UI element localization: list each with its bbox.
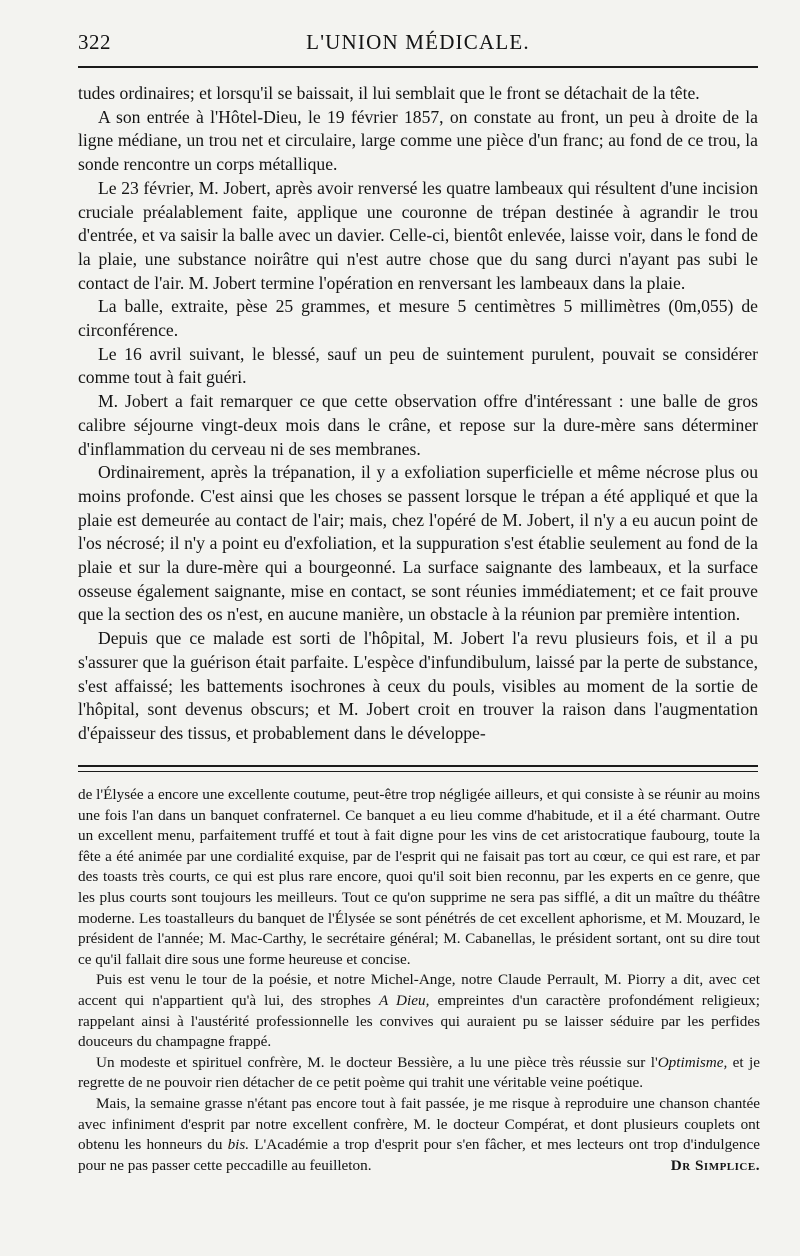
signature-name: Simplice. [694,1156,760,1174]
author-signature [653,1156,760,1177]
paragraph-3: Le 23 février, M. Jobert, après avoir renversé les quatre lambeaux qui résultent d'une incision cruciale préalablement faite, applique une couronne de trépan destinée à agrandir le trou d'entrée, et va saisir la balle avec un davier. Celle-ci, bientôt enlevée, laisse voir, dans le fond de la plaie, une substance noirâtre qui n'est autre chose que du sang durci n'ayant pas subi le contact de l'air. M. Jobert termine l'opération en renversant les lambeaux dans la plaie. [78,177,758,293]
paragraph-6: M. Jobert a fait remarquer ce que cette observation offre d'intéressant : une balle de gros calibre séjourne vingt-deux mois dans le crâne, et repose sur la dure-mère sans déterminer d'inflammation du cerveau ni de ses membranes. [78,391,758,459]
feuilleton-paragraph-3 [78,1053,760,1094]
page-header [78,28,758,60]
signature-title: Dr [670,1156,691,1174]
paragraph-8: Depuis que ce malade est sorti de l'hôpital, M. Jobert l'a revu plusieurs fois, et il a pu s'assurer que la guérison était parfaite. L'espèce d'infundibulum, laissé par la perte de substance, s'est affaissé; les battements isochrones à ceux du pouls, visibles au moment de la sortie de l'hôpital, sont devenus obscurs; et M. Jobert croit en trouver la raison dans l'augmentation d'épaisseur des tissus, et probablement dans le développe- [78,628,758,743]
feuilleton-italic: A Dieu, [379,991,430,1009]
paragraph-7: Ordinairement, après la trépanation, il y a exfoliation superficielle et même nécrose plus ou moins profonde. C'est ainsi que les choses se passent lorsque le trépan a été appliqué et que la plaie est demeurée au contact de l'air; mais, chez l'opéré de M. Jobert, il n'y a eu aucun point de l'os nécrosé; il n'y a point eu d'exfoliation, et la suppuration s'est établie seulement au fond de la plaie et sur la dure-mère qui a bourgeonné. La surface saignante des lambeaux, et la surface osseuse également saignante, mise en contact, se sont réunies immédiatement; et ce fait prouve que la section des os n'est, en aucune manière, un obstacle à la réunion par première intention. [78,462,758,625]
feuilleton-section [78,785,760,1176]
feuilleton-paragraph-1: de l'Élysée a encore une excellente coutume, peut-être trop négligée ailleurs, et qui consiste à se réunir au moins une fois l'an dans un banquet confraternel. Ce banquet a eu lieu comme d'habitude, et il a été charmant. Outre un excellent menu, parfaitement truffé et tout à fait digne pour les vins de cet aristocratique faubourg, toute la fête a été animée par une cordialité exquise, par de l'esprit qui ne faisait pas tort au cœur, ce qui est rare, et par des toasts très courts, ce qui est plus rare encore, quoi qu'il soit bien reconnu, par les experts en ce genre, que les plus courts sont toujours les meilleurs. Tout ce qu'on supprime ne sera pas sifflé, a dit un maître du théâtre moderne. Les toastalleurs du banquet de l'Élysée se sont pénétrés de cet excellent aphorisme, et M. Mouzard, le président de l'année; M. Mac-Carthy, le secrétaire général; M. Cabanellas, le président sortant, ont su dire tout ce qu'il fallait dire sous une forme heureuse et concise. [78,786,760,968]
feuilleton-text: empreintes d'un caractère profondément religieux; rappelant ainsi à l'austérité professionnelle les convives qui auraient pu se laisser séduire par les perfides douceurs du champagne frappé. [78,991,760,1051]
paragraph-5: Le 16 avril suivant, le blessé, sauf un peu de suintement purulent, pouvait se considérer comme tout à fait guéri. [78,343,758,388]
feuilleton-text: L'Académie a trop d'esprit pour s'en fâcher, et mes lecteurs ont trop d'indulgence pour ne pas passer cette peccadille au feuilleton. [78,1136,760,1174]
feuilleton-text: Mais, la semaine grasse n'étant pas encore tout à fait passée, je me risque à reproduire une chanson chantée avec infiniment d'esprit par notre excellent confrère, M. le docteur Compérat, et dont plusieurs couplets ont obtenu les honneurs du [78,1094,760,1154]
page-number: 322 [78,30,111,54]
feuilleton-italic: Optimisme, [657,1053,728,1071]
header-rule [78,66,758,68]
feuilleton-separator [78,765,758,772]
feuilleton-text: et je regrette de ne pouvoir rien détacher de ce petit poème qui trahit une véritable veine poétique. [78,1053,760,1092]
feuilleton-paragraph-2 [78,970,760,1052]
paragraph-1: tudes ordinaires; et lorsqu'il se baissait, il lui semblait que le front se détachait de la tête. [78,83,700,103]
paragraph-2: A son entrée à l'Hôtel-Dieu, le 19 février 1857, on constate au front, un peu à droite de la ligne médiane, un trou net et circulaire, large comme une pièce d'un franc; au fond de ce trou, la sonde rencontre un corps métallique. [78,106,758,175]
feuilleton-paragraph-4 [78,1094,760,1176]
feuilleton-italic: bis. [227,1136,250,1154]
article-body [78,82,758,746]
paragraph-4: La balle, extraite, pèse 25 grammes, et mesure 5 centimètres 5 millimètres (0m,055) de circonférence. [78,296,758,341]
running-title: L'UNION MÉDICALE. [306,30,530,54]
feuilleton-text: Un modeste et spirituel confrère, M. le docteur Bessière, a lu une pièce très réussie sur l' [96,1053,658,1071]
feuilleton-text: Puis est venu le tour de la poésie, et notre Michel-Ange, notre Claude Perrault, M. Piorry a dit, avec cet accent qui n'appartient qu'à lui, des strophes [78,971,760,1009]
